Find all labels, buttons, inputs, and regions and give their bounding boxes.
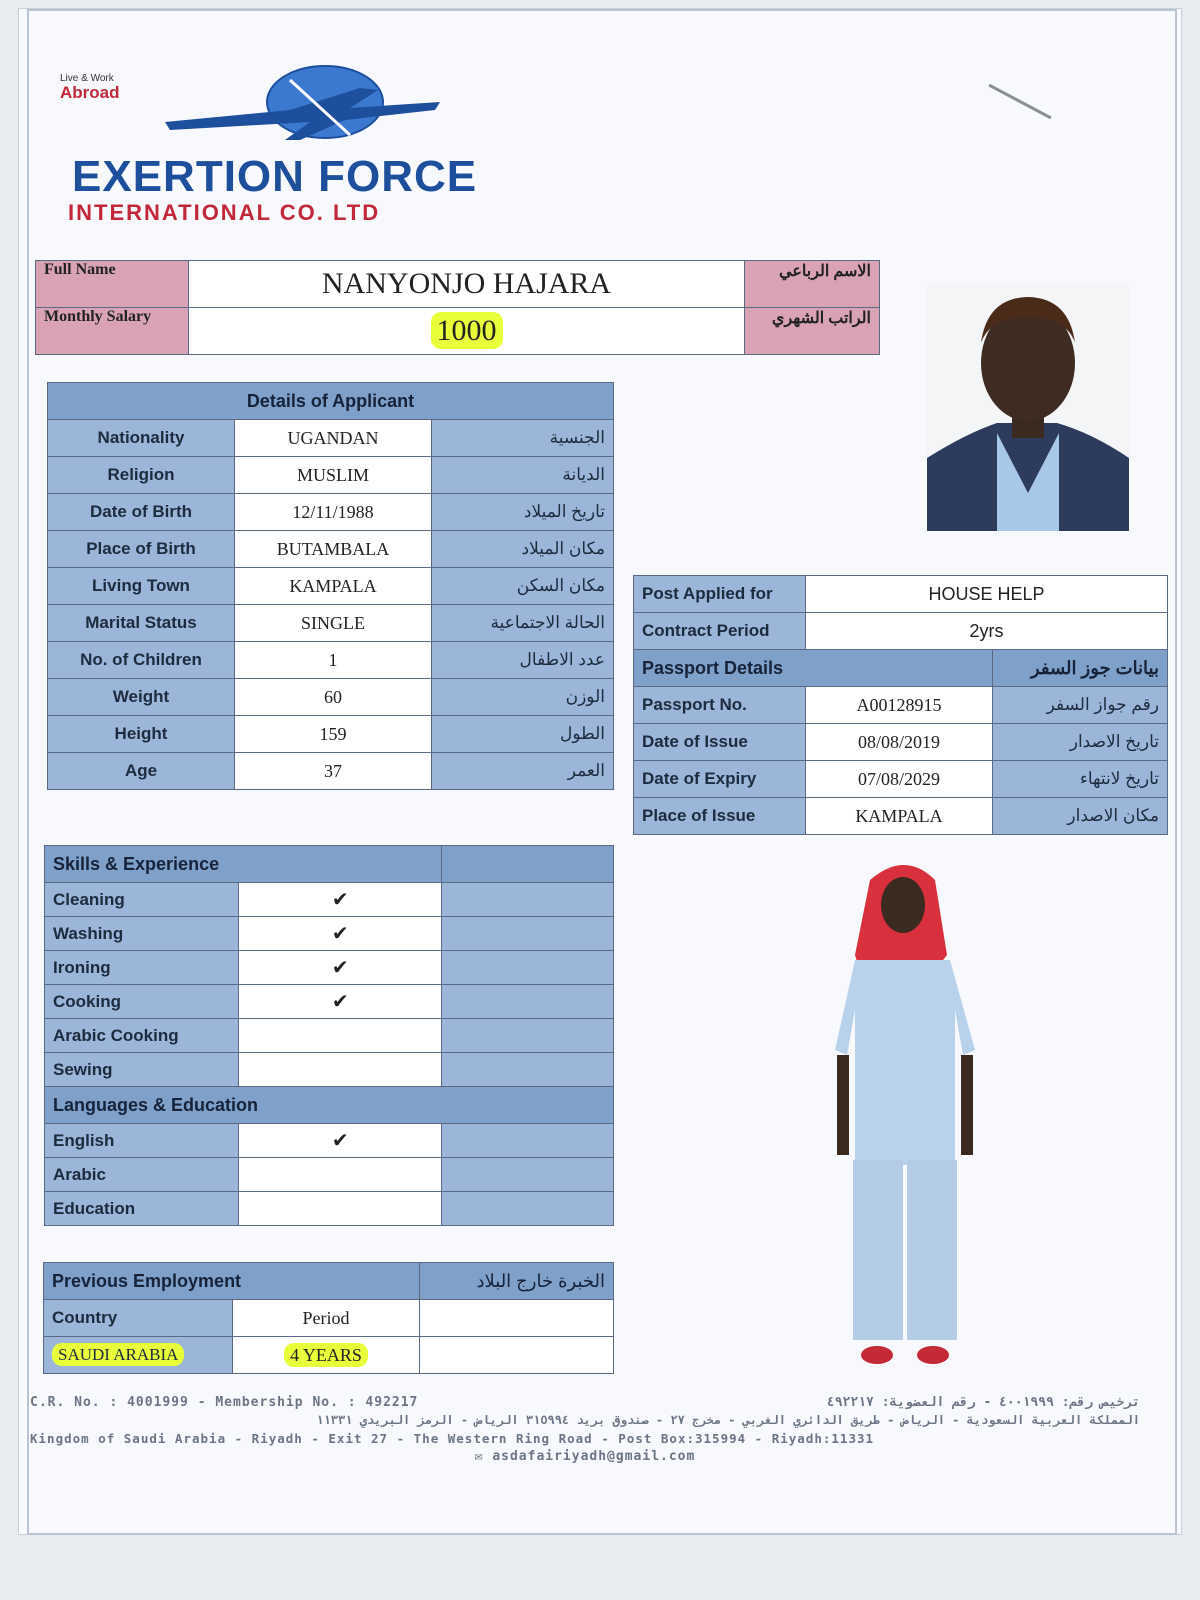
details-value: UGANDAN: [235, 420, 432, 457]
contract-value: 2yrs: [806, 613, 1168, 650]
details-value: KAMPALA: [235, 568, 432, 605]
footer-email: asdafairiyadh@gmail.com: [492, 1449, 696, 1464]
footer-address-ar: المملكة العربية السعودية - الرياض - طريق الدائري الغربي - مخرج ٢٧ - صندوق بريد ٣١٥٩٩٤ الرياض - الرمز البريدي ١١٣٣١: [316, 1413, 1140, 1427]
details-value: 37: [235, 753, 432, 790]
details-row: [48, 753, 614, 790]
skill-check-cell: [239, 1019, 442, 1053]
checkmark-icon: ✔: [331, 1130, 349, 1152]
skills-title: Skills & Experience: [45, 846, 442, 883]
airplane-globe-icon: [150, 60, 450, 150]
logo-name-line2: INTERNATIONAL CO. LTD: [68, 200, 381, 225]
applicant-details-table: [47, 382, 614, 790]
skill-label: Education: [45, 1192, 239, 1226]
details-value: MUSLIM: [235, 457, 432, 494]
name-salary-table: [35, 260, 880, 355]
post-label: Post Applied for: [634, 576, 806, 613]
passport-label-ar: تاريخ الاصدار: [993, 724, 1168, 761]
details-value: 12/11/1988: [235, 494, 432, 531]
details-label-ar: الوزن: [432, 679, 614, 716]
applicant-full-body-photo: [815, 860, 995, 1390]
skill-row: [45, 1124, 614, 1158]
details-row: [48, 642, 614, 679]
details-row: [48, 605, 614, 642]
skill-blank: [442, 1192, 614, 1226]
checkmark-icon: ✔: [331, 957, 349, 979]
footer-address-en: Kingdom of Saudi Arabia - Riyadh - Exit 27 - The Western Ring Road - Post Box:315994 - Riyadh:11331: [30, 1431, 875, 1446]
skill-blank: [442, 917, 614, 951]
logo-tagline: [60, 72, 120, 100]
details-row: [48, 716, 614, 753]
envelope-icon: ✉: [474, 1449, 484, 1464]
details-row: [48, 494, 614, 531]
skills-title-blank: [442, 846, 614, 883]
skill-check-cell: [239, 985, 442, 1019]
details-label-ar: الديانة: [432, 457, 614, 494]
salary-value: 1000: [431, 312, 503, 349]
skill-check-cell: [239, 1192, 442, 1226]
details-title: Details of Applicant: [48, 383, 614, 420]
skill-label: Cooking: [45, 985, 239, 1019]
details-label: Age: [48, 753, 235, 790]
passport-value: KAMPALA: [806, 798, 993, 835]
passport-row: [634, 798, 1168, 835]
skill-label: English: [45, 1124, 239, 1158]
country-label: Country: [44, 1300, 233, 1337]
details-label-ar: الجنسية: [432, 420, 614, 457]
skill-row: [45, 1192, 614, 1226]
period-cell: [233, 1337, 420, 1374]
skill-check-cell: [239, 917, 442, 951]
details-label: Marital Status: [48, 605, 235, 642]
details-row: [48, 568, 614, 605]
passport-row: [634, 687, 1168, 724]
details-label-ar: العمر: [432, 753, 614, 790]
logo-tagline-main: Abroad: [60, 83, 120, 102]
skill-row: [45, 917, 614, 951]
passport-value: 08/08/2019: [806, 724, 993, 761]
details-label-ar: عدد الاطفال: [432, 642, 614, 679]
footer-cr-number-ar: ترخيص رقم: ٤٠٠١٩٩٩ - رقم العضوية: ٤٩٢٢١٧: [826, 1395, 1140, 1410]
salary-cell: [189, 308, 745, 355]
skill-row: [45, 985, 614, 1019]
details-label-ar: تاريخ الميلاد: [432, 494, 614, 531]
details-value: 1: [235, 642, 432, 679]
skill-blank: [442, 1019, 614, 1053]
applicant-portrait-photo: [927, 283, 1129, 531]
period-label: Period: [233, 1300, 420, 1337]
details-label: Nationality: [48, 420, 235, 457]
footer-email-line: [30, 1449, 1140, 1467]
passport-label: Date of Issue: [634, 724, 806, 761]
full-name-label-ar: الاسم الرباعي: [745, 261, 880, 308]
details-label: No. of Children: [48, 642, 235, 679]
skill-check-cell: [239, 1053, 442, 1087]
post-passport-table: [633, 575, 1168, 835]
passport-label-ar: رقم جواز السفر: [993, 687, 1168, 724]
passport-label: Place of Issue: [634, 798, 806, 835]
skill-blank: [442, 1053, 614, 1087]
passport-label: Date of Expiry: [634, 761, 806, 798]
skill-row: [45, 1019, 614, 1053]
details-label-ar: الحالة الاجتماعية: [432, 605, 614, 642]
logo-tagline-small: Live & Work: [60, 73, 114, 84]
details-value: 60: [235, 679, 432, 716]
employment-title: Previous Employment: [44, 1263, 420, 1300]
skill-row: [45, 883, 614, 917]
skill-label: Arabic Cooking: [45, 1019, 239, 1053]
skills-table: [44, 845, 614, 1226]
details-row: [48, 457, 614, 494]
skill-blank: [442, 951, 614, 985]
country-cell: [44, 1337, 233, 1374]
skill-label: Cleaning: [45, 883, 239, 917]
details-label-ar: مكان السكن: [432, 568, 614, 605]
footer: [30, 1395, 1140, 1467]
company-logo: [60, 60, 480, 230]
full-name-value: NANYONJO HAJARA: [189, 261, 745, 308]
skill-blank: [442, 883, 614, 917]
skill-check-cell: [239, 1124, 442, 1158]
country-value: SAUDI ARABIA: [52, 1343, 184, 1366]
checkmark-icon: ✔: [331, 991, 349, 1013]
post-value: HOUSE HELP: [806, 576, 1168, 613]
languages-title: Languages & Education: [45, 1087, 614, 1124]
footer-line-1: [30, 1395, 1140, 1413]
logo-name-line1: EXERTION FORCE: [72, 152, 478, 201]
skill-row: [45, 1158, 614, 1192]
skill-label: Arabic: [45, 1158, 239, 1192]
passport-label-ar: مكان الاصدار: [993, 798, 1168, 835]
skill-label: Sewing: [45, 1053, 239, 1087]
details-label: Weight: [48, 679, 235, 716]
details-label: Living Town: [48, 568, 235, 605]
employment-title-ar: الخبرة خارج البلاد: [420, 1263, 614, 1300]
skill-label: Ironing: [45, 951, 239, 985]
skill-row: [45, 1053, 614, 1087]
skill-check-cell: [239, 883, 442, 917]
skill-blank: [442, 1158, 614, 1192]
salary-label-ar: الراتب الشهري: [745, 308, 880, 355]
skill-row: [45, 951, 614, 985]
skill-label: Washing: [45, 917, 239, 951]
details-label: Date of Birth: [48, 494, 235, 531]
skill-blank: [442, 1124, 614, 1158]
checkmark-icon: ✔: [331, 889, 349, 911]
details-label: Place of Birth: [48, 531, 235, 568]
skill-check-cell: [239, 1158, 442, 1192]
details-row: [48, 679, 614, 716]
details-value: SINGLE: [235, 605, 432, 642]
period-value: 4 YEARS: [284, 1343, 368, 1367]
details-row: [48, 531, 614, 568]
details-label: Religion: [48, 457, 235, 494]
details-value: 159: [235, 716, 432, 753]
details-label: Height: [48, 716, 235, 753]
passport-title: Passport Details: [634, 650, 993, 687]
details-row: [48, 420, 614, 457]
checkmark-icon: ✔: [331, 923, 349, 945]
contract-label: Contract Period: [634, 613, 806, 650]
employment-blank-1: [420, 1300, 614, 1337]
passport-title-ar: بيانات جوز السفر: [993, 650, 1168, 687]
salary-label: Monthly Salary: [36, 308, 189, 355]
details-label-ar: مكان الميلاد: [432, 531, 614, 568]
passport-value: A00128915: [806, 687, 993, 724]
footer-cr-number: C.R. No. : 4001999 - Membership No. : 492217: [30, 1395, 419, 1410]
skill-check-cell: [239, 951, 442, 985]
employment-blank-2: [420, 1337, 614, 1374]
passport-row: [634, 761, 1168, 798]
passport-label: Passport No.: [634, 687, 806, 724]
passport-label-ar: تاريخ لانتهاء: [993, 761, 1168, 798]
skill-blank: [442, 985, 614, 1019]
passport-row: [634, 724, 1168, 761]
employment-table: [43, 1262, 614, 1374]
full-name-label: Full Name: [36, 261, 189, 308]
passport-value: 07/08/2029: [806, 761, 993, 798]
details-label-ar: الطول: [432, 716, 614, 753]
details-value: BUTAMBALA: [235, 531, 432, 568]
